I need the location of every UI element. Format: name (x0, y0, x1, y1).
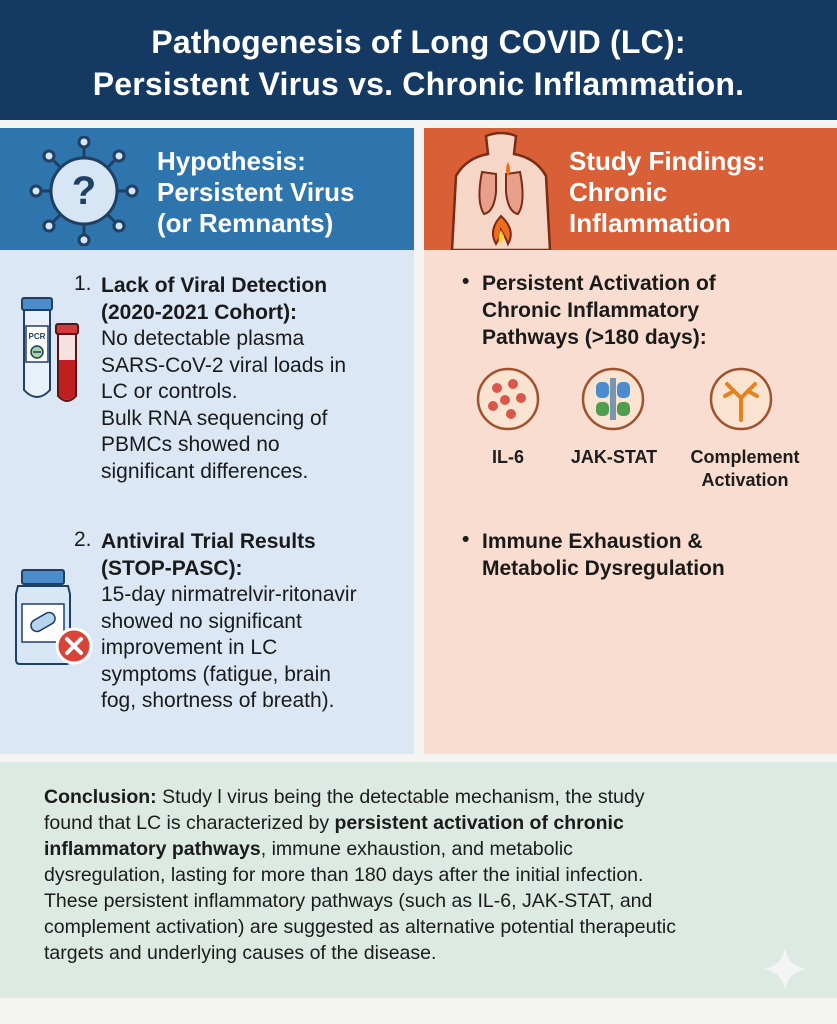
il6-icon (475, 366, 541, 432)
pcr-label: PCR (28, 332, 46, 341)
virus-question-icon (24, 136, 144, 246)
findings-title: Study Findings: Chronic Inflammation (569, 146, 766, 238)
inflamed-body-icon (446, 132, 556, 250)
findings-header (424, 128, 837, 250)
bullet-2-text: Immune Exhaustion & Metabolic Dysregulation (482, 530, 725, 580)
item-1-text: No detectable plasma SARS-CoV-2 viral loads in LC or controls. Bulk RNA sequencing of PBMCs showed no significant differences. (101, 327, 347, 483)
pathway-label-il6: IL-6 (491, 447, 524, 467)
title-banner (0, 0, 837, 120)
conclusion-box (0, 762, 837, 998)
sparkle-icon (762, 946, 808, 992)
item-1-number: 1. (74, 272, 92, 295)
bullet-2-dot: • (462, 528, 470, 551)
item-2-title: Antiviral Trial Results (STOP-PASC): (101, 530, 316, 580)
findings-panel (424, 250, 837, 754)
bullet-1-text: Persistent Activation of Chronic Inflammatory Pathways (>180 days): (482, 272, 716, 349)
test-tubes-icon (18, 290, 88, 410)
hypothesis-title: Hypothesis: Persistent Virus (or Remnants) (157, 146, 355, 238)
title-line-1: Pathogenesis of Long COVID (LC): (151, 24, 686, 60)
bullet-1-dot: • (462, 270, 470, 293)
item-1-title: Lack of Viral Detection (2020-2021 Cohort): (101, 274, 328, 324)
pathway-label-jak-stat: JAK-STAT (570, 447, 658, 467)
title-line-2: Persistent Virus vs. Chronic Inflammation. (92, 66, 745, 102)
complement-icon (708, 366, 774, 432)
jak-stat-icon (580, 366, 646, 432)
conclusion-label: Conclusion: (44, 786, 157, 808)
pill-bottle-no-icon (12, 568, 94, 668)
pathway-label-complement: Complement Activation (690, 447, 800, 490)
hypothesis-panel (0, 250, 414, 754)
hypothesis-header (0, 128, 414, 250)
item-2-text: 15-day nirmatrelvir-ritonavir showed no significant improvement in LC symptoms (fatigue, brain fog, shortness of breath). (101, 583, 357, 712)
item-2-number: 2. (74, 528, 92, 551)
svg-text:?: ? (71, 169, 97, 213)
conclusion-text: Conclusion: Study l virus being the detectable mechanism, the study found that LC is characterized by persistent activation of chronic inflammatory pathways, immune exhaustion, and metabolic dysregulation, lasting for more than 180 days after the initial infection. These persistent inflammatory pathways (such as IL-6, JAK-STAT, and complement activation) are suggested as alternative potential therapeutic targets and underlying causes of the disease. (44, 786, 676, 964)
